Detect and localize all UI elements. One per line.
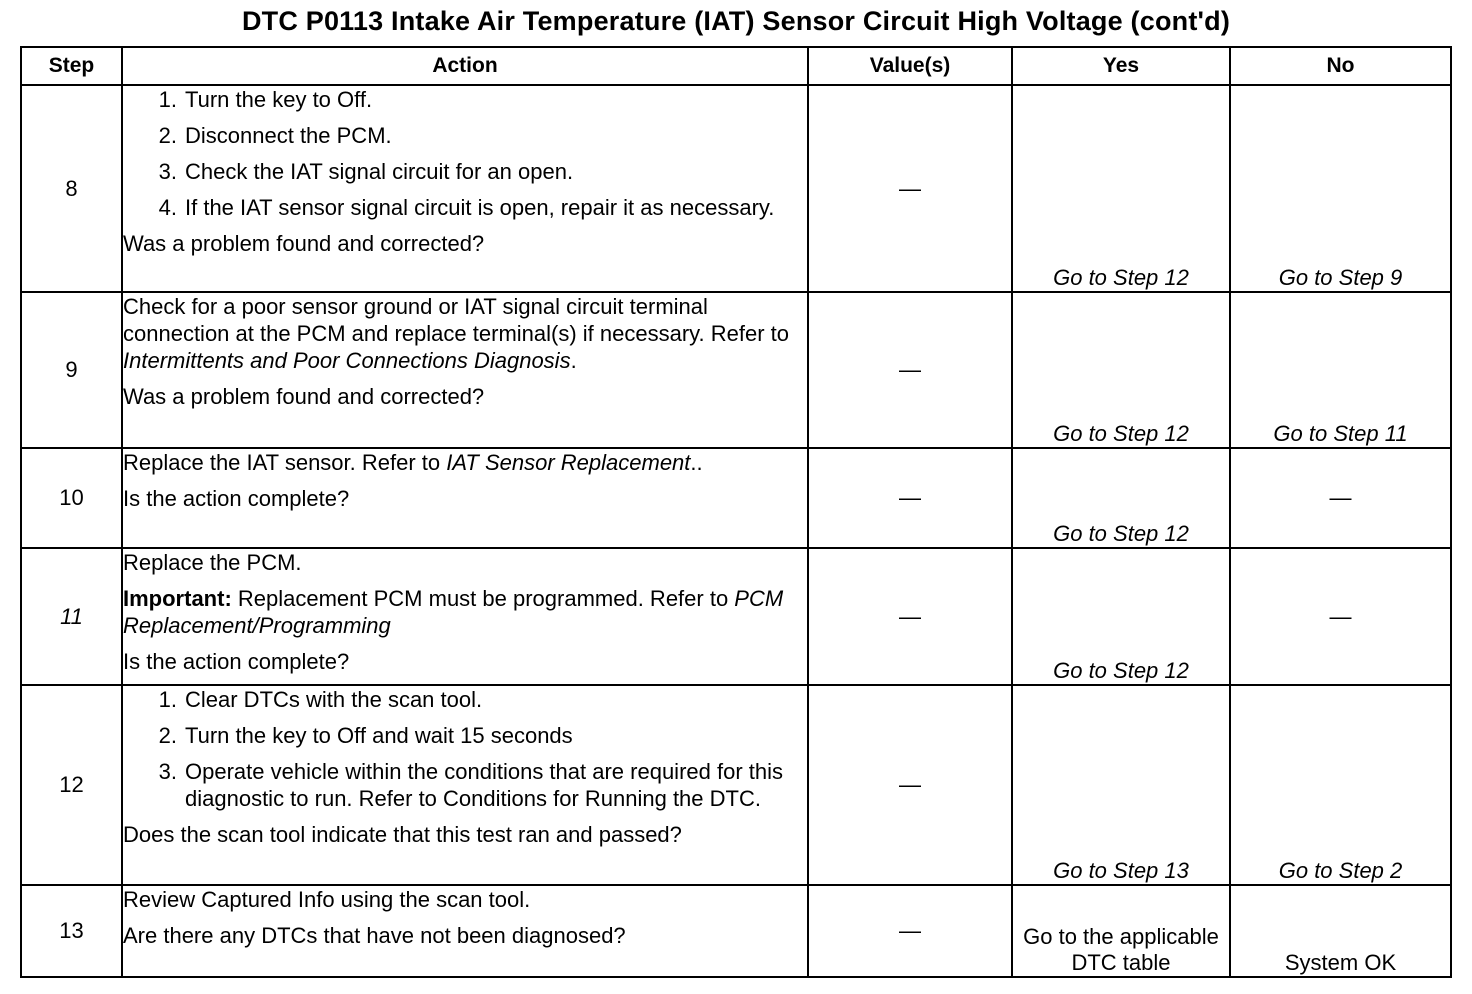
action-text: Replace the PCM. (123, 550, 302, 575)
action-text (123, 293, 807, 374)
value-cell: — (808, 85, 1012, 292)
no-cell: Go to Step 11 (1230, 292, 1451, 448)
header-yes: Yes (1012, 47, 1230, 85)
action-cell (122, 448, 808, 548)
table-row-step-12 (21, 685, 1451, 885)
important-label: Important: (123, 586, 232, 611)
list-text: If the IAT sensor signal circuit is open, repair it as necessary. (185, 195, 775, 220)
table-header-row (21, 47, 1451, 85)
action-text-end: . (570, 348, 577, 373)
important-text: Replacement PCM must be programmed. Refer to (231, 586, 735, 611)
value-cell: — (808, 548, 1012, 685)
step-number: 11 (21, 548, 122, 685)
value-cell: — (808, 292, 1012, 448)
action-question: Was a problem found and corrected? (123, 384, 485, 409)
step-number: 12 (21, 685, 122, 885)
action-question: Are there any DTCs that have not been diagnosed? (123, 923, 626, 948)
no-cell: System OK (1230, 885, 1451, 977)
step-number: 13 (21, 885, 122, 977)
table-row-step-8 (21, 85, 1451, 292)
action-cell (122, 548, 808, 685)
table-row-step-10 (21, 448, 1451, 548)
action-text-main: Check for a poor sensor ground or IAT signal circuit terminal connection at the PCM and replace terminal(s) if necessary. Refer to (123, 294, 790, 346)
header-action: Action (122, 47, 808, 85)
list-item (123, 686, 807, 713)
list-number: 2. (158, 723, 177, 748)
reference-link: PCM Replacement/Programming (123, 586, 784, 638)
action-question: Is the action complete? (123, 649, 350, 674)
step-number: 8 (21, 85, 122, 292)
list-text: Turn the key to Off and wait 15 seconds (185, 723, 573, 748)
reference-link: IAT Sensor Replacement (446, 450, 691, 475)
value-cell: — (808, 685, 1012, 885)
yes-cell: Go to Step 12 (1012, 85, 1230, 292)
list-text: Disconnect the PCM. (185, 123, 392, 148)
action-list (123, 86, 807, 221)
header-no: No (1230, 47, 1451, 85)
list-text: Clear DTCs with the scan tool. (185, 687, 483, 712)
list-item (123, 158, 807, 185)
yes-cell: Go to Step 12 (1012, 548, 1230, 685)
action-text-end: .. (690, 450, 703, 475)
list-item (123, 122, 807, 149)
yes-cell: Go to Step 13 (1012, 685, 1230, 885)
table-row-step-13 (21, 885, 1451, 977)
reference-link: Intermittents and Poor Connections Diagnosis (123, 348, 571, 373)
list-number: 3. (158, 759, 177, 784)
action-question: Does the scan tool indicate that this test ran and passed? (123, 822, 682, 847)
list-text: Turn the key to Off. (185, 87, 373, 112)
list-item (123, 86, 807, 113)
dtc-table (20, 46, 1452, 978)
no-cell: — (1230, 448, 1451, 548)
table-row-step-9 (21, 292, 1451, 448)
list-number: 4. (158, 195, 177, 220)
list-text: Operate vehicle within the conditions that are required for this diagnostic to run. Refer to Conditions for Running the DTC. (185, 759, 783, 811)
header-values: Value(s) (808, 47, 1012, 85)
action-question: Is the action complete? (123, 486, 350, 511)
action-cell (122, 85, 808, 292)
list-number: 1. (158, 87, 177, 112)
no-cell: Go to Step 9 (1230, 85, 1451, 292)
action-text-main: Replace the IAT sensor. Refer to (123, 450, 447, 475)
no-cell: Go to Step 2 (1230, 685, 1451, 885)
list-number: 3. (158, 159, 177, 184)
important-note (123, 585, 807, 639)
page-title: DTC P0113 Intake Air Temperature (IAT) Sensor Circuit High Voltage (cont'd) (241, 6, 1231, 36)
list-item (123, 722, 807, 749)
step-number: 9 (21, 292, 122, 448)
yes-cell: Go to Step 12 (1012, 292, 1230, 448)
value-cell: — (808, 885, 1012, 977)
header-step: Step (21, 47, 122, 85)
list-item (123, 758, 807, 812)
action-question: Was a problem found and corrected? (123, 231, 485, 256)
yes-cell: Go to the applicable DTC table (1012, 885, 1230, 977)
no-cell: — (1230, 548, 1451, 685)
action-text (123, 449, 807, 476)
list-number: 2. (158, 123, 177, 148)
table-row-step-11 (21, 548, 1451, 685)
action-text: Review Captured Info using the scan tool. (123, 887, 531, 912)
step-number: 10 (21, 448, 122, 548)
list-item (123, 194, 807, 221)
list-number: 1. (158, 687, 177, 712)
action-list (123, 686, 807, 812)
action-cell (122, 292, 808, 448)
yes-cell: Go to Step 12 (1012, 448, 1230, 548)
action-cell (122, 885, 808, 977)
list-text: Check the IAT signal circuit for an open. (185, 159, 574, 184)
value-cell: — (808, 448, 1012, 548)
action-cell (122, 685, 808, 885)
